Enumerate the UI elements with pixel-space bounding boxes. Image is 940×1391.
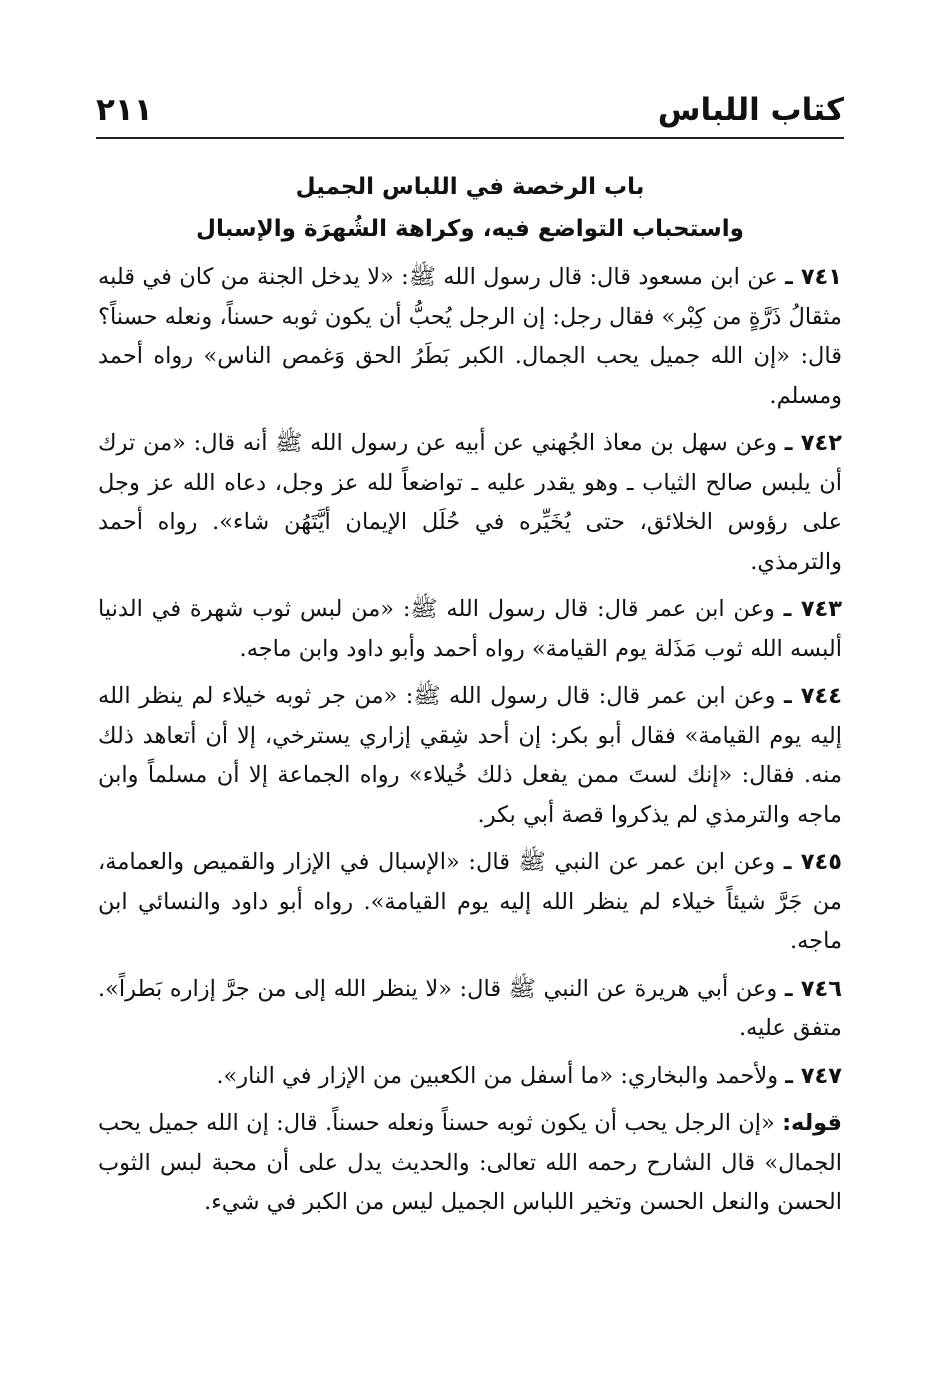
hadith-number: ٧٤٣ ـ [783,596,843,622]
commentary-text: «إن الرجل يحب أن يكون ثوبه حسناً ونعله حسناً. قال: إن الله جميل يحب الجمال» قال الشارح رحمه الله تعالى: والحديث يدل على أن محبة لبس الثوب الحسن والنعل الحسن وتخير اللباس الجميل ليس من الكبر في شيء. [98,1110,842,1215]
header-rule [96,137,844,139]
running-title: كتاب اللباس [657,92,844,128]
hadith-text: وعن ابن عمر عن النبي ﷺ قال: «الإسبال في الإزار والقميص والعمامة، من جَرَّ شيئاً خيلاء لم ينظر الله إليه يوم القيامة». رواه أبو داود والنسائي ابن ماجه. [98,849,842,954]
page-header [96,84,844,134]
chapter-title-line1: باب الرخصة في اللباس الجميل [295,174,645,200]
hadith-743 [98,590,842,669]
page-number: ٢١١ [96,92,153,128]
hadith-text: وعن ابن عمر قال: قال رسول الله ﷺ: «من جر ثوبه خيلاء لم ينظر الله إليه يوم القيامة» فقال أبو بكر: إن أحد شِقي إزاري يسترخي، إلا أن أتعاهد ذلك منه. فقال: «إنك لستَ ممن يفعل ذلك خُيلاء» رواه الجماعة إلا أن مسلماً وابن ماجه والترمذي لم يذكروا قصة أبي بكر. [98,683,842,828]
hadith-text: عن ابن مسعود قال: قال رسول الله ﷺ: «لا يدخل الجنة من كان في قلبه مثقالُ ذَرَّةٍ من كِبْر» فقال رجل: إن الرجل يُحبُّ أن يكون ثوبه حسناً، ونعله حسناً؟ قال: «إن الله جميل يحب الجمال. الكبر بَطَرُ الحق وَغمص الناس» رواه أحمد ومسلم. [98,264,842,409]
commentary-paragraph [98,1104,842,1223]
hadith-741 [98,258,842,416]
hadith-742 [98,424,842,582]
hadith-number: ٧٤٥ ـ [783,849,842,875]
commentary-keyword: قوله: [782,1110,842,1136]
hadith-text: وعن سهل بن معاذ الجُهني عن أبيه عن رسول الله ﷺ أنه قال: «من ترك أن يلبس صالح الثياب ـ وهو يقدر عليه ـ تواضعاً لله عز وجل، دعاه الله عز وجل على رؤوس الخلائق، حتى يُخَيِّره في حُلَل الإيمان أيَّتَهُن شاء». رواه أحمد والترمذي. [98,430,842,575]
page-body [98,258,842,1231]
hadith-text: وعن أبي هريرة عن النبي ﷺ قال: «لا ينظر الله إلى من جرَّ إزاره بَطراً». متفق عليه. [98,975,842,1041]
hadith-number: ٧٤٧ ـ [785,1062,842,1089]
hadith-744 [98,677,842,835]
hadith-text: ولأحمد والبخاري: «ما أسفل من الكعبين من الإزار في النار». [216,1062,779,1089]
hadith-number: ٧٤٦ ـ [784,975,842,1002]
hadith-number: ٧٤٢ ـ [784,430,842,456]
hadith-745 [98,843,842,962]
hadith-number: ٧٤١ ـ [785,264,843,290]
hadith-text: وعن ابن عمر قال: قال رسول الله ﷺ: «من لبس ثوب شهرة في الدنيا ألبسه الله ثوب مَذَلة يوم القيامة» رواه أحمد وأبو داود وابن ماجه. [98,596,842,662]
hadith-746 [98,970,842,1049]
chapter-title-line2: واستحباب التواضع فيه، وكراهة الشُهرَة والإسبال [196,216,744,242]
hadith-number: ٧٤٤ ـ [783,683,842,709]
chapter-heading [96,166,844,250]
hadith-747 [98,1057,842,1097]
